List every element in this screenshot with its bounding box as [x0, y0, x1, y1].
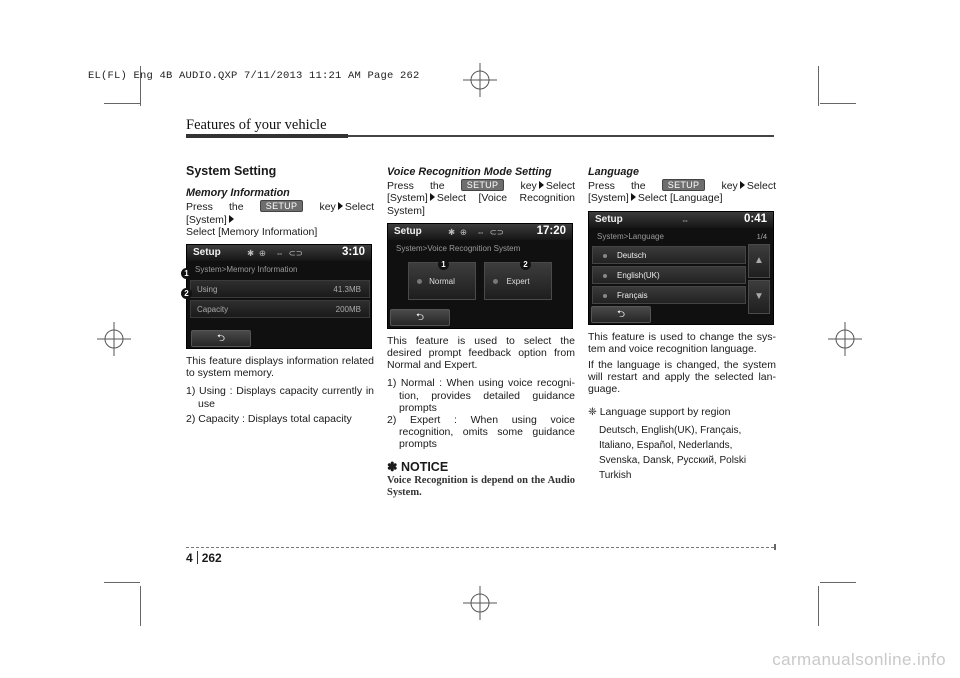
screen-clock: 3:10 [341, 246, 365, 259]
list-item: 1) Normal : When using voice recogni-tion, provides detailed guidance prompts [387, 377, 575, 414]
arrow-right-icon [740, 181, 745, 189]
usb-icon: ⇔ [681, 214, 690, 225]
header-rule [348, 135, 774, 137]
screen-breadcrumb: System>Voice Recognition System [396, 243, 521, 253]
memory-row-capacity: Capacity 200MB [190, 300, 370, 318]
language-heading: Language [588, 166, 639, 178]
language-restart-note: If the language is changed, the system will restart and apply the selected lan-guage. [588, 359, 776, 396]
screen-breadcrumb: System>Memory Information [195, 265, 298, 275]
header-rule-accent [186, 134, 348, 138]
language-screen [588, 211, 774, 325]
memory-information-heading: Memory Information [186, 187, 290, 200]
footer-rule-end [774, 544, 776, 550]
back-arrow-icon: ⮌ [415, 311, 424, 323]
callout-1: 1 [181, 268, 192, 279]
column-system-setting [186, 160, 374, 425]
screen-title: Setup [595, 213, 623, 225]
status-icons [448, 226, 504, 238]
arrow-right-icon [539, 181, 544, 189]
page-number-value: 262 [201, 551, 222, 565]
crop-mark [140, 586, 141, 626]
radio-indicator [603, 254, 607, 258]
page-indicator: 1/4 [756, 231, 767, 241]
screen-title: Setup [394, 225, 422, 237]
memory-information-screen [186, 244, 372, 349]
loop-icon: ⊂⊃ [489, 226, 504, 237]
setup-key-badge: SETUP [260, 200, 304, 212]
status-icons [681, 214, 690, 226]
print-file-header: EL(FL) Eng 4B AUDIO.QXP 7/11/2013 11:21 AM Page 262 [88, 70, 420, 82]
back-button[interactable] [390, 309, 450, 326]
scroll-down-button[interactable] [748, 280, 770, 314]
expert-mode-button[interactable]: Expert [484, 262, 552, 300]
page-number [186, 551, 222, 565]
arrow-right-icon [430, 193, 435, 201]
language-description: This feature is used to change the sys-tem and voice recognition language. [588, 330, 776, 355]
bluetooth-icon: ✱ [247, 248, 255, 259]
registration-mark-bottom [463, 586, 497, 620]
language-option-deutsch[interactable]: Deutsch [592, 246, 746, 264]
memory-description: This feature displays information related to system memory. [186, 355, 374, 380]
memory-row-using: Using 41.3MB [190, 280, 370, 298]
memory-instructions: Press the SETUP key Select [System] Select [Memory Information] [186, 201, 374, 238]
language-instructions: Press the SETUP key Select [System] Select [Language] [588, 180, 776, 205]
back-arrow-icon: ⮌ [216, 333, 225, 345]
normal-mode-button[interactable]: Normal [408, 262, 476, 300]
radio-indicator [603, 294, 607, 298]
scroll-up-button[interactable] [748, 244, 770, 278]
crop-mark [820, 103, 856, 104]
chapter-number: 4 [186, 551, 193, 565]
usb-icon: ⇔ [476, 226, 485, 237]
region-support-note: ❈ Language support by region [588, 405, 731, 418]
status-icons [247, 247, 303, 259]
crop-mark [104, 582, 140, 583]
media-icon: ⊕ [258, 248, 266, 259]
arrow-right-icon [631, 193, 636, 201]
section-title: System Setting [186, 164, 277, 178]
bluetooth-icon: ✱ [448, 226, 456, 237]
language-option-english-uk[interactable]: English(UK) [592, 266, 746, 284]
voice-recognition-description: This feature is used to select the desired prompt feedback option from Normal and Expert. [387, 334, 575, 372]
screen-title: Setup [193, 247, 221, 259]
crop-mark [104, 103, 140, 104]
radio-indicator [603, 274, 607, 278]
triangle-down-icon: ▼ [754, 290, 764, 302]
callout-1: 1 [438, 259, 449, 270]
voice-recognition-screen [387, 223, 573, 329]
triangle-up-icon: ▲ [754, 254, 764, 266]
screen-breadcrumb: System>Language [597, 231, 664, 241]
notice-text: Voice Recognition is depend on the Audio System. [387, 474, 575, 498]
registration-mark-left [97, 322, 131, 356]
watermark: carmanualsonline.info [772, 650, 946, 669]
back-button[interactable] [191, 330, 251, 347]
callout-2: 2 [520, 259, 531, 270]
footer-rule [186, 547, 774, 548]
region-language-list: Deutsch, English(UK), Français, Italiano, Español, Nederlands, Svenska, Dansk, Русский, Polski Turkish [599, 424, 747, 481]
arrow-right-icon [229, 215, 234, 223]
back-arrow-icon: ⮌ [616, 308, 625, 320]
notice-title: ✽ NOTICE [387, 459, 449, 474]
media-icon: ⊕ [459, 226, 467, 237]
page-number-separator [197, 551, 198, 564]
voice-recognition-instructions: Press the SETUP key Select [System] Select [Voice Recognition System] [387, 180, 575, 217]
usb-icon: ⇔ [275, 248, 284, 259]
list-item: 2) Expert : When using voice recognition, omits some guidance prompts [387, 414, 575, 451]
back-button[interactable] [591, 306, 651, 323]
column-voice-recognition [387, 160, 575, 499]
crop-mark [818, 586, 819, 626]
loop-icon: ⊂⊃ [288, 248, 303, 259]
arrow-right-icon [338, 202, 343, 210]
list-item: 1) Using : Displays capacity currently in use [186, 385, 374, 410]
list-item: 2) Capacity : Displays total capacity [186, 412, 352, 425]
column-language [588, 160, 776, 483]
registration-mark-right [828, 322, 862, 356]
crop-mark [820, 582, 856, 583]
screen-clock: 17:20 [536, 224, 566, 237]
running-head: Features of your vehicle [186, 117, 327, 133]
setup-key-badge: SETUP [662, 179, 706, 191]
screen-clock: 0:41 [743, 212, 767, 225]
registration-mark-top [463, 63, 497, 97]
voice-recognition-heading: Voice Recognition Mode Setting [387, 166, 552, 178]
crop-mark [818, 66, 819, 106]
callout-2: 2 [181, 288, 192, 299]
setup-key-badge: SETUP [461, 179, 505, 191]
language-option-francais[interactable]: Français [592, 286, 746, 304]
